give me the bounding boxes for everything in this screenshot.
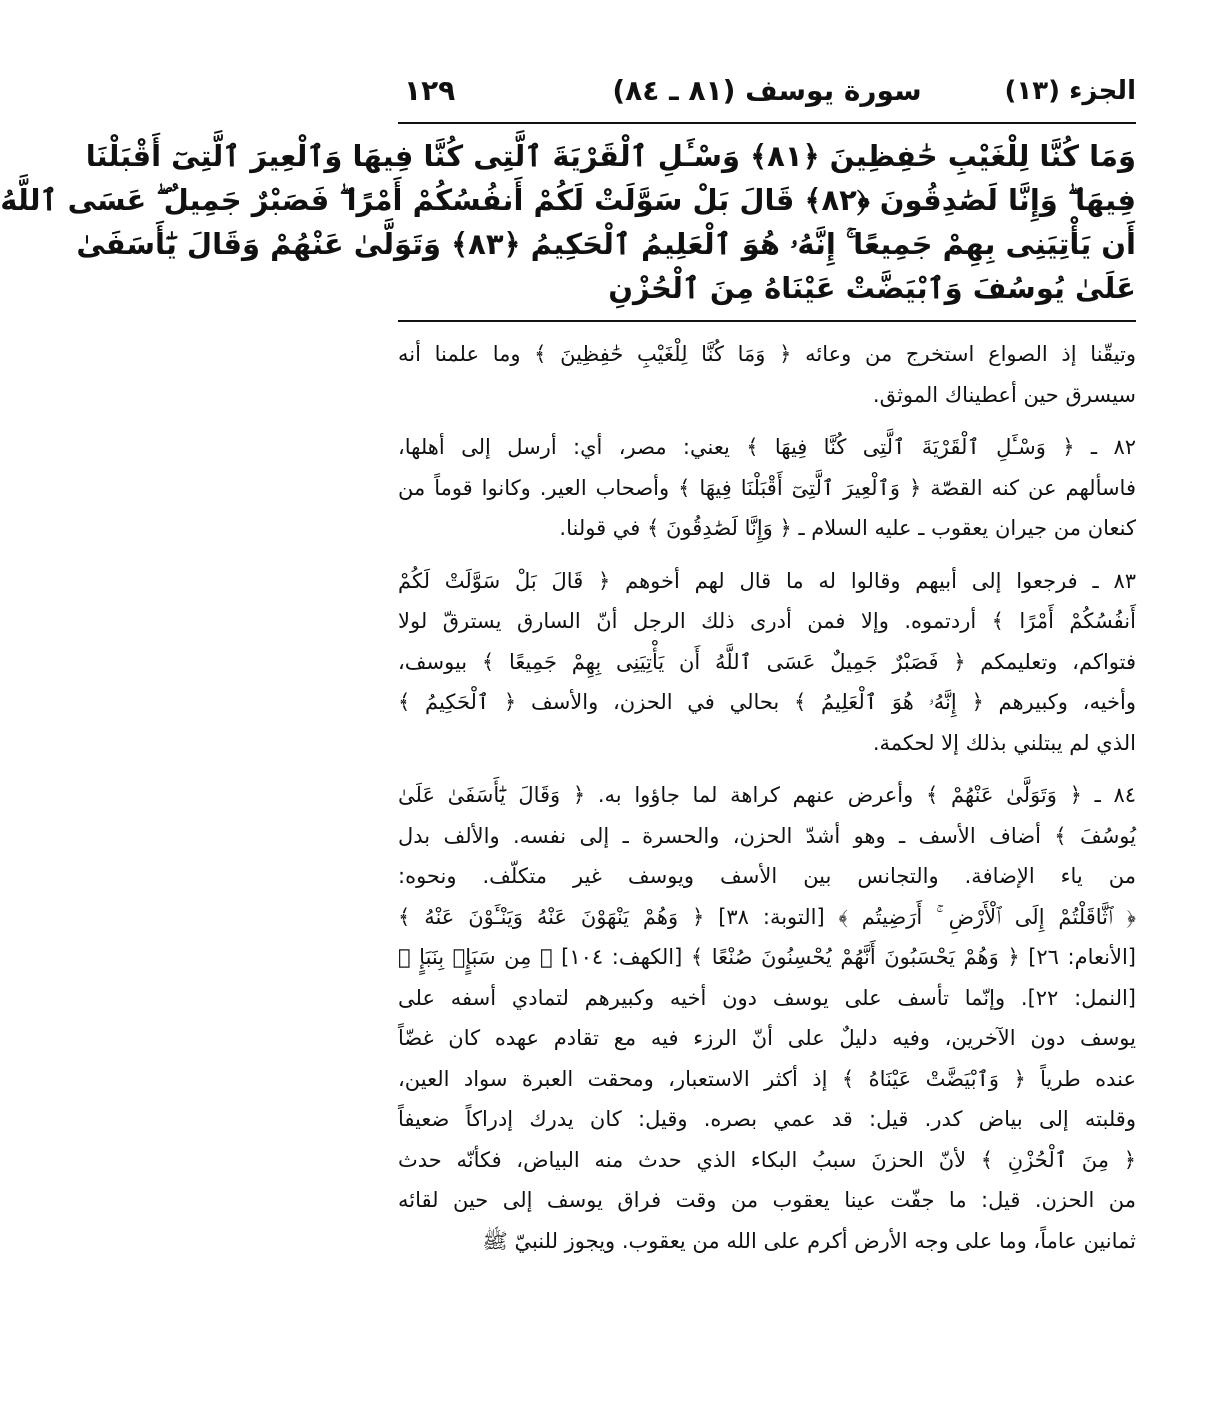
text-line: ثمانين عاماً، وما على وجه الأرض أكرم على الله من يعقوب. ويجوز للنبيّ ﷺ	[482, 1228, 1136, 1253]
text-line: سيسرق حين أعطيناك الموثق.	[872, 382, 1136, 407]
commentary-paragraph	[398, 334, 1136, 415]
text-line: [الأنعام: ٢٦] ﴿ وَهُمْ يَحْسَبُونَ أَنَّهُمْ يُحْسِنُونَ صُنْعًا ﴾ [الكهف: ١٠٤] ﴿ مِن سَبَإٍۭ بِنَبَإٍ ﴾	[398, 945, 1136, 969]
quran-line: وَمَا كُنَّا لِلْغَيْبِ حَٰفِظِينَ ﴿٨١﴾ وَسْـَٔلِ ٱلْقَرْيَةَ ٱلَّتِى كُنَّا فِيهَا وَٱلْعِيرَ ٱلَّتِىٓ أَقْبَلْنَا	[85, 139, 1136, 173]
quran-line: فِيهَا ۖ وَإِنَّا لَصَٰدِقُونَ ﴿٨٢﴾ قَالَ بَلْ سَوَّلَتْ لَكُمْ أَنفُسُكُمْ أَمْرًا ۖ فَصَبْرٌ جَمِيلٌ ۖ عَسَى ٱللَّهُ	[0, 183, 1136, 217]
text-line: ﴿ ٱثَّاقَلْتُمْ إِلَى ٱلْأَرْضِ ۚ أَرَضِيتُم ﴾ [التوبة: ٣٨] ﴿ وَهُمْ يَنْهَوْنَ عَنْهُ وَيَنْـَٔوْنَ عَنْهُ ﴾	[398, 904, 1136, 929]
text-line: وأخيه، وكبيرهم ﴿ إِنَّهُۥ هُوَ ٱلْعَلِيمُ ﴾ بحالي في الحزن، والأسف ﴿ ٱلْحَكِيمُ ﴾	[398, 690, 1136, 714]
text-line: ٨٢ ـ ﴿ وَسْـَٔلِ ٱلْقَرْيَةَ ٱلَّتِى كُنَّا فِيهَا ﴾ يعني: مصر، أي: أرسل إلى أهلها،	[398, 435, 1136, 459]
text-line: فاسألهم عن كنه القصّة ﴿ وَٱلْعِيرَ ٱلَّتِىٓ أَقْبَلْنَا فِيهَا ﴾ وأصحاب العير. وكانوا قوماً من	[398, 475, 1136, 500]
text-line: وقلبته إلى بياض كدر. قيل: قد عمي بصره. وقيل: كان يدرك إدراكاً ضعيفاً	[398, 1107, 1136, 1131]
text-line: الذي لم يبتلني بذلك إلا لحكمة.	[872, 730, 1136, 755]
text-line: ٨٤ ـ ﴿ وَتَوَلَّىٰ عَنْهُمْ ﴾ وأعرض عنهم كراهة لما جاؤوا به. ﴿ وَقَالَ يَٰٓأَسَفَىٰ عَلَىٰ	[398, 783, 1136, 807]
commentary-paragraph	[398, 561, 1136, 764]
juz-label: الجزء (١٣)	[1004, 76, 1136, 106]
commentary-paragraph	[398, 427, 1136, 549]
text-line: من ياء الإضافة. والتجانس بين الأسف ويوسف غير متكلّف. ونحوه:	[398, 864, 1136, 888]
text-line: ٨٣ ـ فرجعوا إلى أبيهم وقالوا له ما قال لهم أخوهم ﴿ قَالَ بَلْ سَوَّلَتْ لَكُمْ	[398, 568, 1136, 593]
page-number: ١٢٩	[404, 74, 456, 107]
text-line: فتواكم، وتعليمكم ﴿ فَصَبْرٌ جَمِيلٌ عَسَى ٱللَّهُ أَن يَأْتِيَنِى بِهِمْ جَمِيعًا ﴾ بيوسف،	[398, 649, 1136, 674]
text-line: يُوسُفَ ﴾ أضاف الأسف ـ وهو أشدّ الحزن، والحسرة ـ إلى نفسه. والألف بدل	[398, 823, 1136, 848]
text-line: من الحزن. قيل: ما جفّت عينا يعقوب من وقت فراق يوسف إلى حين لقائه	[398, 1188, 1136, 1212]
surah-title: سورة يوسف (٨١ ـ ٨٤)	[612, 74, 922, 107]
text-line: أَنفُسُكُمْ أَمْرًا ﴾ أردتموه. وإلا فمن أدرى ذلك الرجل أنّ السارق يسترقّ لولا	[398, 609, 1136, 633]
quran-line: عَلَىٰ يُوسُفَ وَٱبْيَضَّتْ عَيْنَاهُ مِنَ ٱلْحُزْنِ	[608, 271, 1136, 305]
quran-line: أَن يَأْتِيَنِى بِهِمْ جَمِيعًا ۚ إِنَّهُۥ هُوَ ٱلْعَلِيمُ ٱلْحَكِيمُ ﴿٨٣﴾ وَتَوَلَّىٰ عَنْهُمْ وَقَالَ يَٰٓأَسَفَىٰ	[76, 227, 1136, 261]
commentary-section	[398, 322, 1136, 1261]
text-line: كنعان من جيران يعقوب ـ عليه السلام ـ ﴿ وَإِنَّا لَصَٰدِقُونَ ﴾ في قولنا.	[559, 516, 1136, 540]
text-line: [النمل: ٢٢]. وإنّما تأسف على يوسف دون أخيه وكبيرهم لتمادي أسفه على	[398, 985, 1136, 1010]
text-line: يوسف دون الآخرين، وفيه دليلٌ على أنّ الرزء فيه مع تقادم عهده كان غضّاً	[398, 1026, 1136, 1050]
text-line: ﴿ مِنَ ٱلْحُزْنِ ﴾ لأنّ الحزنَ سببُ البكاء الذي حدث منه البياض، فكأنّه حدث	[398, 1147, 1136, 1172]
text-line: عنده طرياً ﴿ وَٱبْيَضَّتْ عَيْنَاهُ ﴾ إذ أكثر الاستعبار، ومحقت العبرة سواد العين،	[398, 1066, 1136, 1091]
commentary-paragraph	[398, 775, 1136, 1261]
quran-text-block	[0, 124, 1136, 322]
book-page	[0, 70, 1136, 1330]
running-header	[398, 70, 1136, 124]
text-line: وتيقّنا إذ الصواع استخرج من وعائه ﴿ وَمَا كُنَّا لِلْغَيْبِ حَٰفِظِينَ ﴾ وما علمنا أنه	[398, 342, 1136, 366]
